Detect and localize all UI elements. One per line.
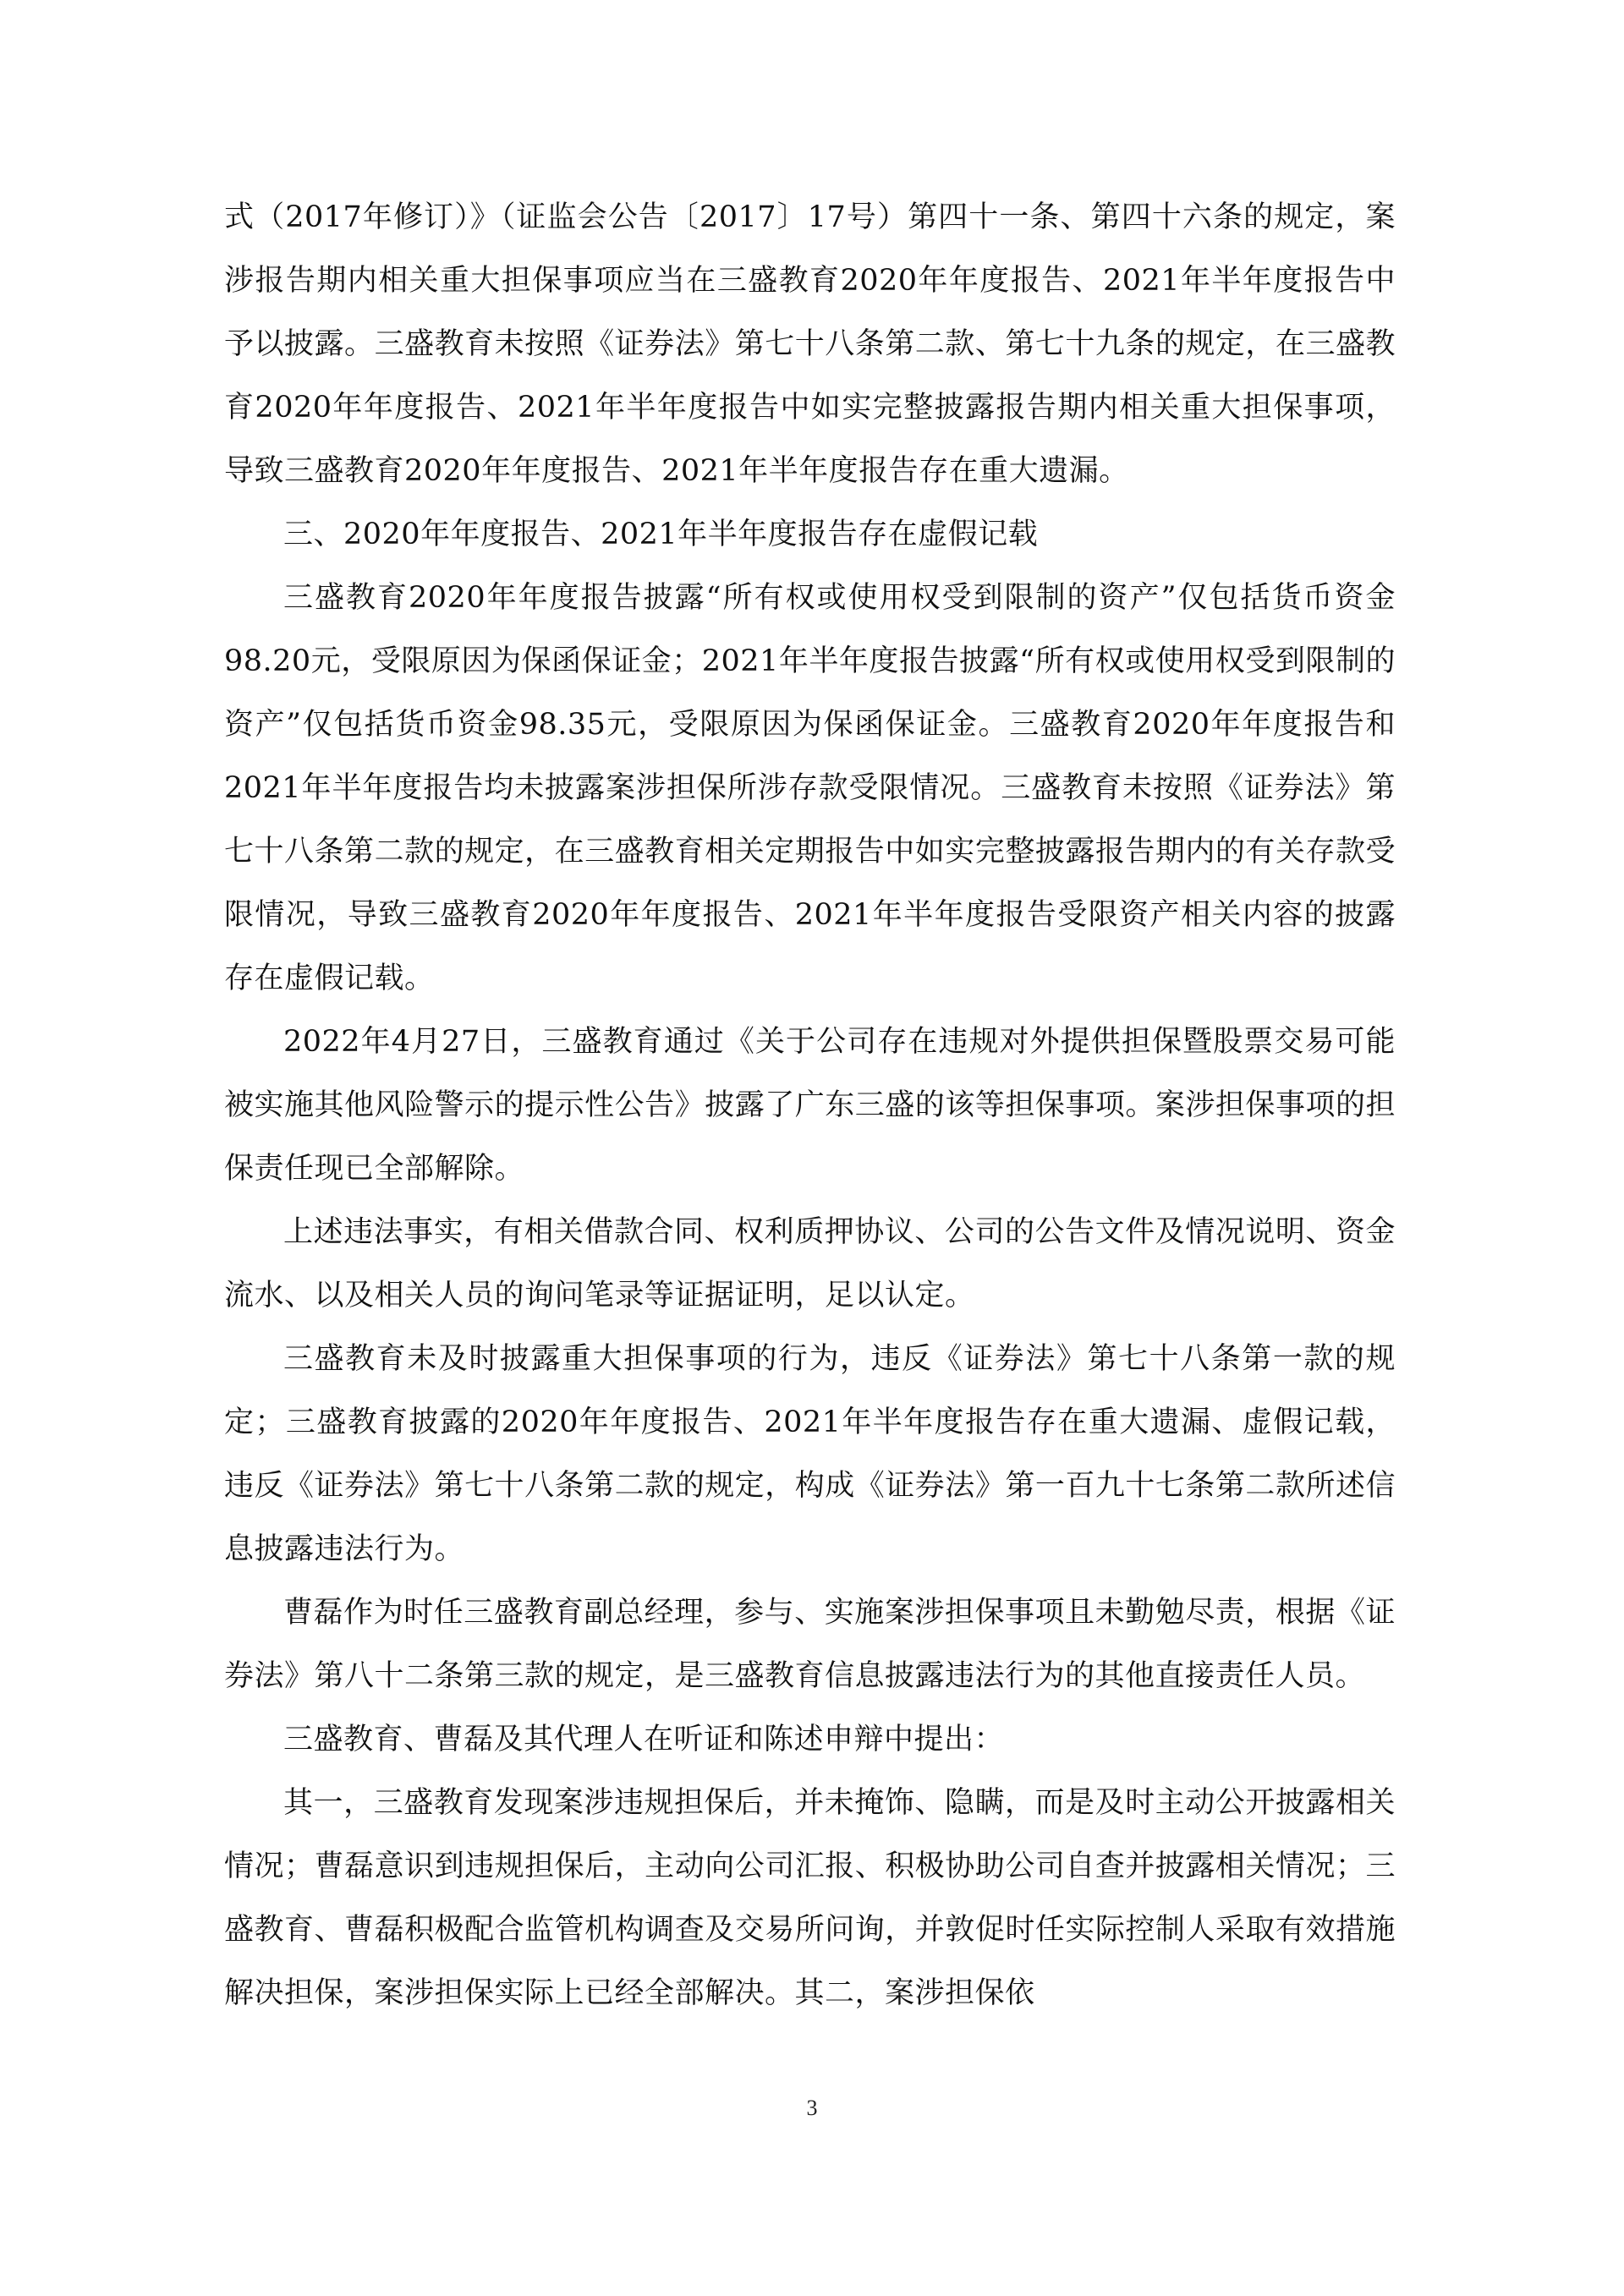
- paragraph-defense-points: 其一，三盛教育发现案涉违规担保后，并未掩饰、隐瞒，而是及时主动公开披露相关情况；曹磊意识到违规担保后，主动向公司汇报、积极协助公司自查并披露相关情况；三盛教育、曹磊积极配合监管机构调查及交易所问询，并敦促时任实际控制人采取有效措施解决担保，案涉担保实际上已经全部解决。其二，案涉担保依: [224, 1786, 1396, 2010]
- paragraph-restricted-assets: 三盛教育2020年年度报告披露“所有权或使用权受到限制的资产”仅包括货币资金98.20元，受限原因为保函保证金；2021年半年度报告披露“所有权或使用权受到限制的资产”仅包括货币资金98.35元，受限原因为保函保证金。三盛教育2020年年度报告和2021年半年度报告均未披露案涉担保所涉存款受限情况。三盛教育未按照《证券法》第七十八条第二款的规定，在三盛教育相关定期报告中如实完整披露报告期内的有关存款受限情况，导致三盛教育2020年年度报告、2021年半年度报告受限资产相关内容的披露存在虚假记载。: [224, 581, 1396, 995]
- page-number: 3: [806, 2096, 818, 2120]
- section-heading-false-records: 三、2020年年度报告、2021年半年度报告存在虚假记载: [283, 518, 1039, 551]
- paragraph-evidence: 上述违法事实，有相关借款合同、权利质押协议、公司的公告文件及情况说明、资金流水、以及相关人员的询问笔录等证据证明，足以认定。: [224, 1215, 1396, 1312]
- paragraph-announcement: 2022年4月27日，三盛教育通过《关于公司存在违规对外提供担保暨股票交易可能被实施其他风险警示的提示性公告》披露了广东三盛的该等担保事项。案涉担保事项的担保责任现已全部解除。: [224, 1025, 1396, 1186]
- paragraph-disclosure-omission: 式（2017年修订）》（证监会公告〔2017〕17号）第四十一条、第四十六条的规定，案涉报告期内相关重大担保事项应当在三盛教育2020年年度报告、2021年半年度报告中予以披露。三盛教育未按照《证券法》第七十八条第二款、第七十九条的规定，在三盛教育2020年年度报告、2021年半年度报告中如实完整披露报告期内相关重大担保事项，导致三盛教育2020年年度报告、2021年半年度报告存在重大遗漏。: [224, 200, 1396, 488]
- paragraph-defense-intro: 三盛教育、曹磊及其代理人在听证和陈述申辩中提出：: [283, 1723, 1005, 1756]
- paragraph-responsible-person: 曹磊作为时任三盛教育副总经理，参与、实施案涉担保事项且未勤勉尽责，根据《证券法》第八十二条第三款的规定，是三盛教育信息披露违法行为的其他直接责任人员。: [224, 1596, 1396, 1693]
- paragraph-violation: 三盛教育未及时披露重大担保事项的行为，违反《证券法》第七十八条第一款的规定；三盛教育披露的2020年年度报告、2021年半年度报告存在重大遗漏、虚假记载，违反《证券法》第七十八条第二款的规定，构成《证券法》第一百九十七条第二款所述信息披露违法行为。: [224, 1342, 1396, 1566]
- document-body: [224, 186, 1396, 2025]
